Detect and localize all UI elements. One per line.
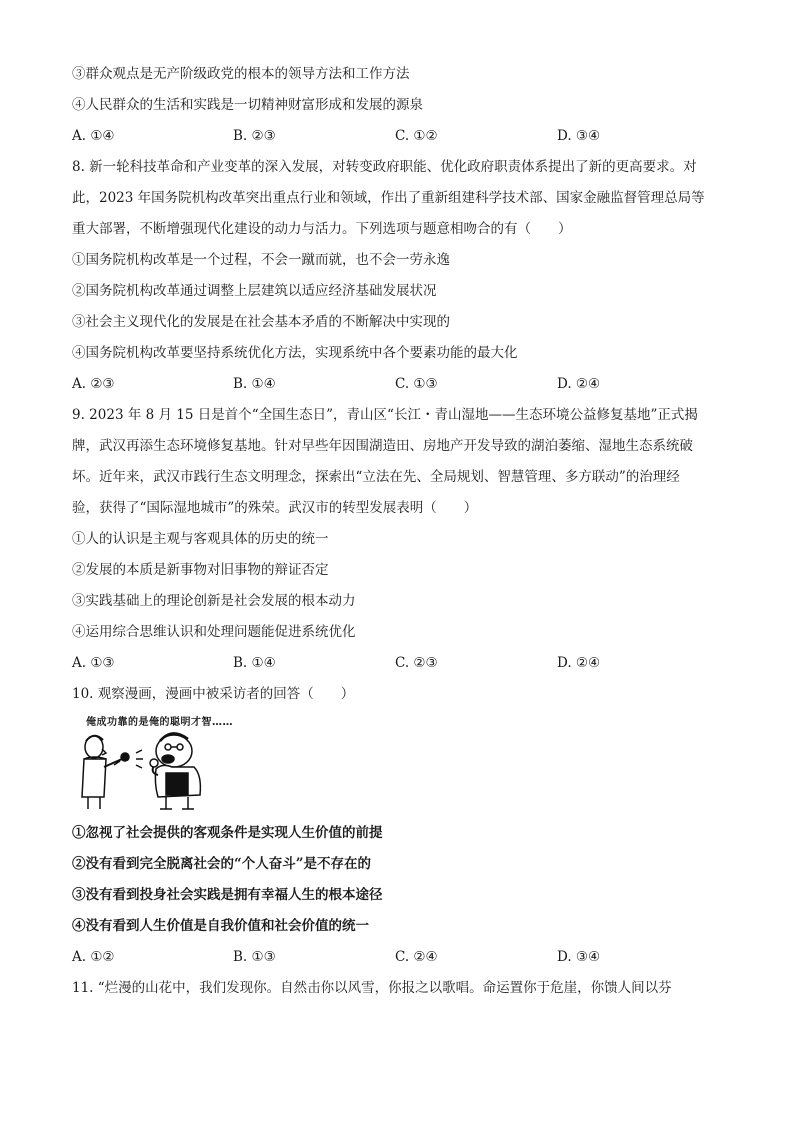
q9-stem-line: 9. 2023 年 8 月 15 日是首个“全国生态日”，青山区“长江・青山湿地——生态环境公益修复基地”正式揭 bbox=[72, 407, 698, 423]
q8-stem-line: 此，2023 年国务院机构改革突出重点行业和领域，作出了重新组建科学技术部、国家金融监督管理总局等 bbox=[72, 190, 705, 206]
q8-item-2: ②国务院机构改革通过调整上层建筑以适应经济基础发展状况 bbox=[72, 283, 437, 299]
q10-stem: 10. 观察漫画，漫画中被采访者的回答（ ） bbox=[72, 686, 355, 702]
q8-stem-line: 8. 新一轮科技革命和产业变革的深入发展，对转变政府职能、优化政府职责体系提出了新的更高要求。对 bbox=[72, 159, 697, 175]
q8-stem-line: 重大部署，不断增强现代化建设的动力与活力。下列选项与题意相吻合的有（ ） bbox=[72, 221, 572, 237]
q10-option-c: C. ②④ bbox=[395, 949, 438, 965]
q9-option-a: A. ①③ bbox=[72, 655, 115, 671]
q8-options bbox=[72, 372, 732, 403]
q9-option-d: D. ②④ bbox=[557, 655, 601, 671]
q9-option-b: B. ①④ bbox=[233, 655, 276, 671]
q7-option-b: B. ②③ bbox=[233, 128, 276, 144]
q7-item-4: ④人民群众的生活和实践是一切精神财富形成和发展的源泉 bbox=[72, 97, 423, 113]
q9-item-1: ①人的认识是主观与客观具体的历史的统一 bbox=[72, 531, 329, 547]
q10-item-2: ②没有看到完全脱离社会的“个人奋斗”是不存在的 bbox=[72, 856, 372, 872]
q9-stem-line: 坏。近年来，武汉市践行生态文明理念，探索出“立法在先、全局规划、智慧管理、多方联动”的治理经 bbox=[72, 469, 680, 485]
interview-cartoon-image bbox=[72, 713, 232, 813]
q10-item-4: ④没有看到人生价值是自我价值和社会价值的统一 bbox=[72, 918, 369, 934]
q8-option-b: B. ①④ bbox=[233, 376, 276, 392]
exam-page bbox=[72, 62, 732, 1007]
q9-option-c: C. ②③ bbox=[395, 655, 438, 671]
q7-option-c: C. ①② bbox=[395, 128, 438, 144]
q9-stem-line: 牌，武汉再添生态环境修复基地。针对早些年因围湖造田、房地产开发导致的湖泊萎缩、湿地生态系统破 bbox=[72, 438, 693, 454]
q10-item-1: ①忽视了社会提供的客观条件是实现人生价值的前提 bbox=[72, 825, 383, 841]
q7-item-3: ③群众观点是无产阶级政党的根本的领导方法和工作方法 bbox=[72, 66, 410, 82]
q10-option-d: D. ③④ bbox=[557, 949, 601, 965]
q10-item-3: ③没有看到投身社会实践是拥有幸福人生的根本途径 bbox=[72, 887, 383, 903]
q7-options bbox=[72, 124, 732, 155]
q7-option-d: D. ③④ bbox=[557, 128, 601, 144]
q11-stem: 11. “烂漫的山花中，我们发现你。自然击你以风雪，你报之以歌唱。命运置你于危崖，你馈人间以芬 bbox=[72, 980, 672, 996]
q9-stem-line: 验，获得了“国际湿地城市”的殊荣。武汉市的转型发展表明（ ） bbox=[72, 500, 478, 516]
q8-option-c: C. ①③ bbox=[395, 376, 438, 392]
q9-item-4: ④运用综合思维认识和处理问题能促进系统优化 bbox=[72, 624, 356, 640]
q10-option-b: B. ①③ bbox=[233, 949, 276, 965]
q9-options bbox=[72, 651, 732, 682]
cartoon-illustration bbox=[72, 713, 732, 813]
q8-item-1: ①国务院机构改革是一个过程，不会一蹴而就，也不会一劳永逸 bbox=[72, 252, 450, 268]
q8-option-d: D. ②④ bbox=[557, 376, 601, 392]
q10-options bbox=[72, 945, 732, 976]
q8-item-3: ③社会主义现代化的发展是在社会基本矛盾的不断解决中实现的 bbox=[72, 314, 450, 330]
q8-option-a: A. ②③ bbox=[72, 376, 115, 392]
cartoon-caption: 俺成功靠的是俺的聪明才智…… bbox=[86, 717, 233, 728]
q9-item-3: ③实践基础上的理论创新是社会发展的根本动力 bbox=[72, 593, 356, 609]
q7-option-a: A. ①④ bbox=[72, 128, 115, 144]
q9-item-2: ②发展的本质是新事物对旧事物的辩证否定 bbox=[72, 562, 329, 578]
q8-item-4: ④国务院机构改革要坚持系统优化方法，实现系统中各个要素功能的最大化 bbox=[72, 345, 518, 361]
q10-option-a: A. ①② bbox=[72, 949, 115, 965]
